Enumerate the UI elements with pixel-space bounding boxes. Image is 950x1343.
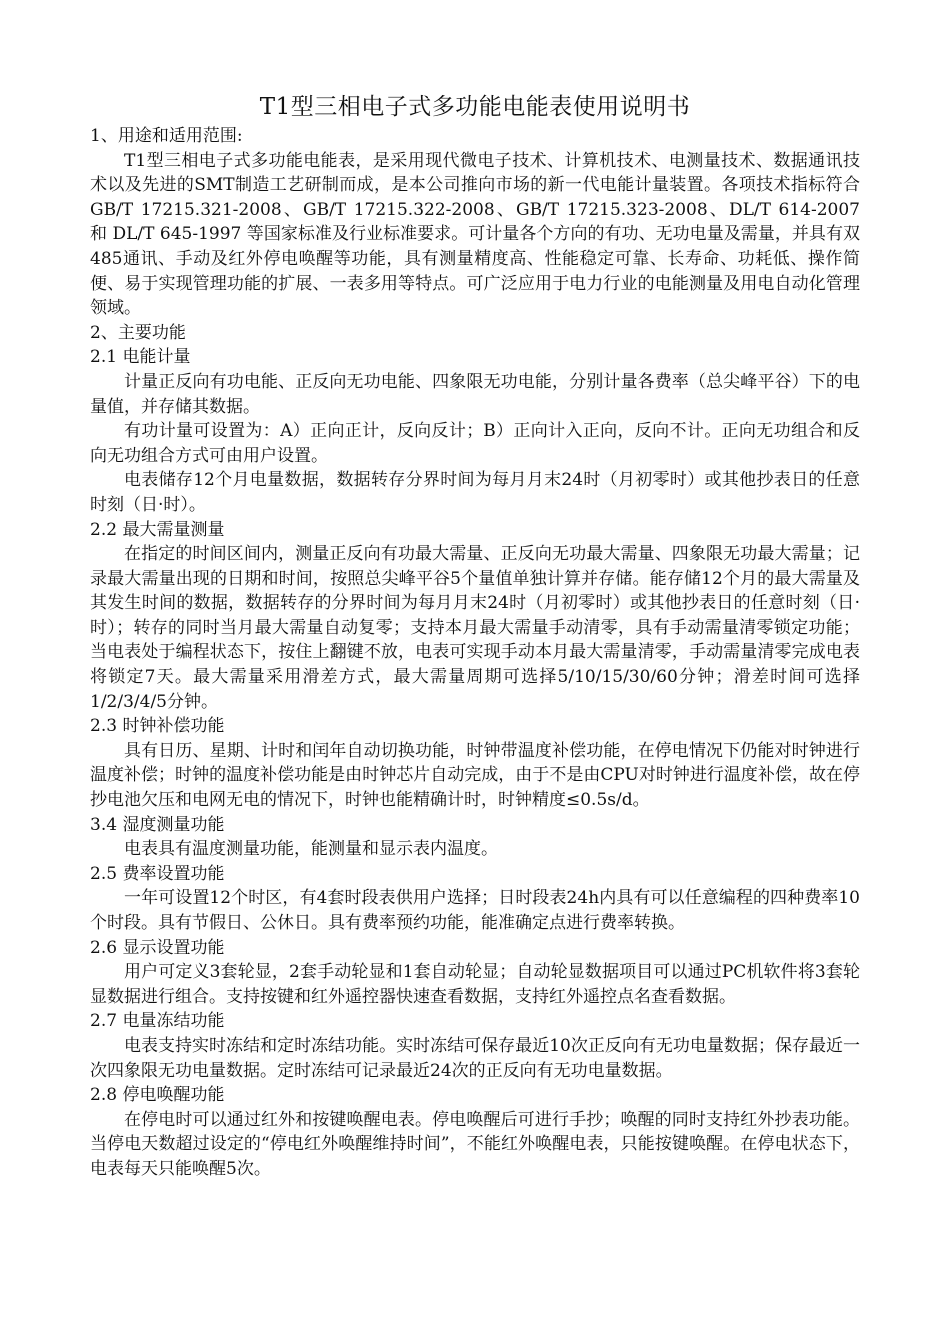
section-paragraph: 具有日历、星期、计时和闰年自动切换功能，时钟带温度补偿功能，在停电情况下仍能对时钟进行温度补偿；时钟的温度补偿功能是由时钟芯片自动完成，由于不是由CPU对时钟进行温度补偿，故在停抄电池欠压和电网无电的情况下，时钟也能精确计时，时钟精度≤0.5s/d。 [90,740,860,811]
section-heading: 2.8 停电唤醒功能 [90,1085,225,1106]
section-paragraph: T1型三相电子式多功能电能表，是采用现代微电子技术、计算机技术、电测量技术、数据通讯技术以及先进的SMT制造工艺研制而成，是本公司推向市场的新一代电能计量装置。各项技术指标符合 GB/T 17215.321-2008、GB/T 17215.322-2008、GB/T 17215.323-2008、DL/T 614-2007 和 DL/T 645-1997 等国家标准及行业标准要求。可计量各个方向的有功、无功电量及需量，并具有双485通讯、手动及红外停电唤醒等功能，具有测量精度高、性能稳定可靠、长寿命、功耗低、操作简便、易于实现管理功能的扩展、一表多用等特点。可广泛应用于电力行业的电能测量及用电自动化管理领域。 [90,150,860,319]
section-paragraph: 在指定的时间区间内，测量正反向有功最大需量、正反向无功最大需量、四象限无功最大需量；记录最大需量出现的日期和时间，按照总尖峰平谷5个量值单独计算并存储。能存储12个月的最大需量及其发生时间的数据，数据转存的分界时间为每月月末24时（月初零时）或其他抄表日的任意时刻（日·时）；转存的同时当月最大需量自动复零；支持本月最大需量手动清零，具有手动需量清零锁定功能；当电表处于编程状态下，按住上翻键不放，电表可实现手动本月最大需量清零，手动需量清零完成电表将锁定7天。最大需量采用滑差方式，最大需量周期可选择5/10/15/30/60分钟；滑差时间可选择1/2/3/4/5分钟。 [90,544,860,712]
section-paragraph: 在停电时可以通过红外和按键唤醒电表。停电唤醒后可进行手抄；唤醒的同时支持红外抄表功能。当停电天数超过设定的“停电红外唤醒维持时间”，不能红外唤醒电表，只能按键唤醒。在停电状态下，电表每天只能唤醒5次。 [90,1109,860,1179]
section-heading: 2.6 显示设置功能 [90,937,225,958]
section-clock-compensation [90,714,860,812]
section-paragraph: 电表具有温度测量功能，能测量和显示表内温度。 [124,839,498,860]
section-power-outage-wakeup [90,1083,860,1181]
document-title: T1型三相电子式多功能电能表使用说明书 [259,94,691,120]
section-paragraph: 一年可设置12个时区，有4套时段表供用户选择；日时段表24h内具有可以任意编程的四种费率10个时段。具有节假日、公休日。具有费率预约功能，能准确定点进行费率转换。 [90,888,860,933]
section-main-functions [90,321,860,346]
section-paragraph: 用户可定义3套轮显，2套手动轮显和1套自动轮显；自动轮显数据项目可以通过PC机软件将3套轮显数据进行组合。支持按键和红外遥控器快速查看数据，支持红外遥控点名查看数据。 [90,962,860,1007]
section-paragraph: 有功计量可设置为：A）正向正计，反向反计；B）正向计入正向，反向不计。正向无功组合和反向无功组合方式可由用户设置。 [90,421,860,466]
section-paragraph: 电表储存12个月电量数据，数据转存分界时间为每月月末24时（月初零时）或其他抄表日的任意时刻（日·时）。 [90,470,860,515]
section-paragraph: 计量正反向有功电能、正反向无功电能、四象限无功电能，分别计量各费率（总尖峰平谷）下的电量值，并存储其数据。 [90,371,860,417]
section-usage-scope [90,124,860,321]
section-heading: 2、主要功能 [90,322,186,343]
section-heading: 2.5 费率设置功能 [90,863,225,884]
section-tariff-setting [90,862,860,936]
section-heading: 1、用途和适用范围: [90,126,243,146]
section-heading: 2.7 电量冻结功能 [90,1011,225,1032]
section-energy-freeze [90,1009,860,1083]
section-heading: 2.1 电能计量 [90,347,191,368]
section-heading: 3.4 湿度测量功能 [90,814,225,835]
section-heading: 2.2 最大需量测量 [90,519,225,540]
section-heading: 2.3 时钟补偿功能 [90,716,225,737]
section-humidity-measurement [90,813,860,862]
section-display-setting [90,936,860,1010]
section-max-demand [90,518,860,715]
section-energy-metering [90,345,860,517]
section-paragraph: 电表支持实时冻结和定时冻结功能。实时冻结可保存最近10次正反向有无功电量数据；保存最近一次四象限无功电量数据。定时冻结可记录最近24次的正反向有无功电量数据。 [90,1035,860,1081]
document-body [90,124,860,1182]
